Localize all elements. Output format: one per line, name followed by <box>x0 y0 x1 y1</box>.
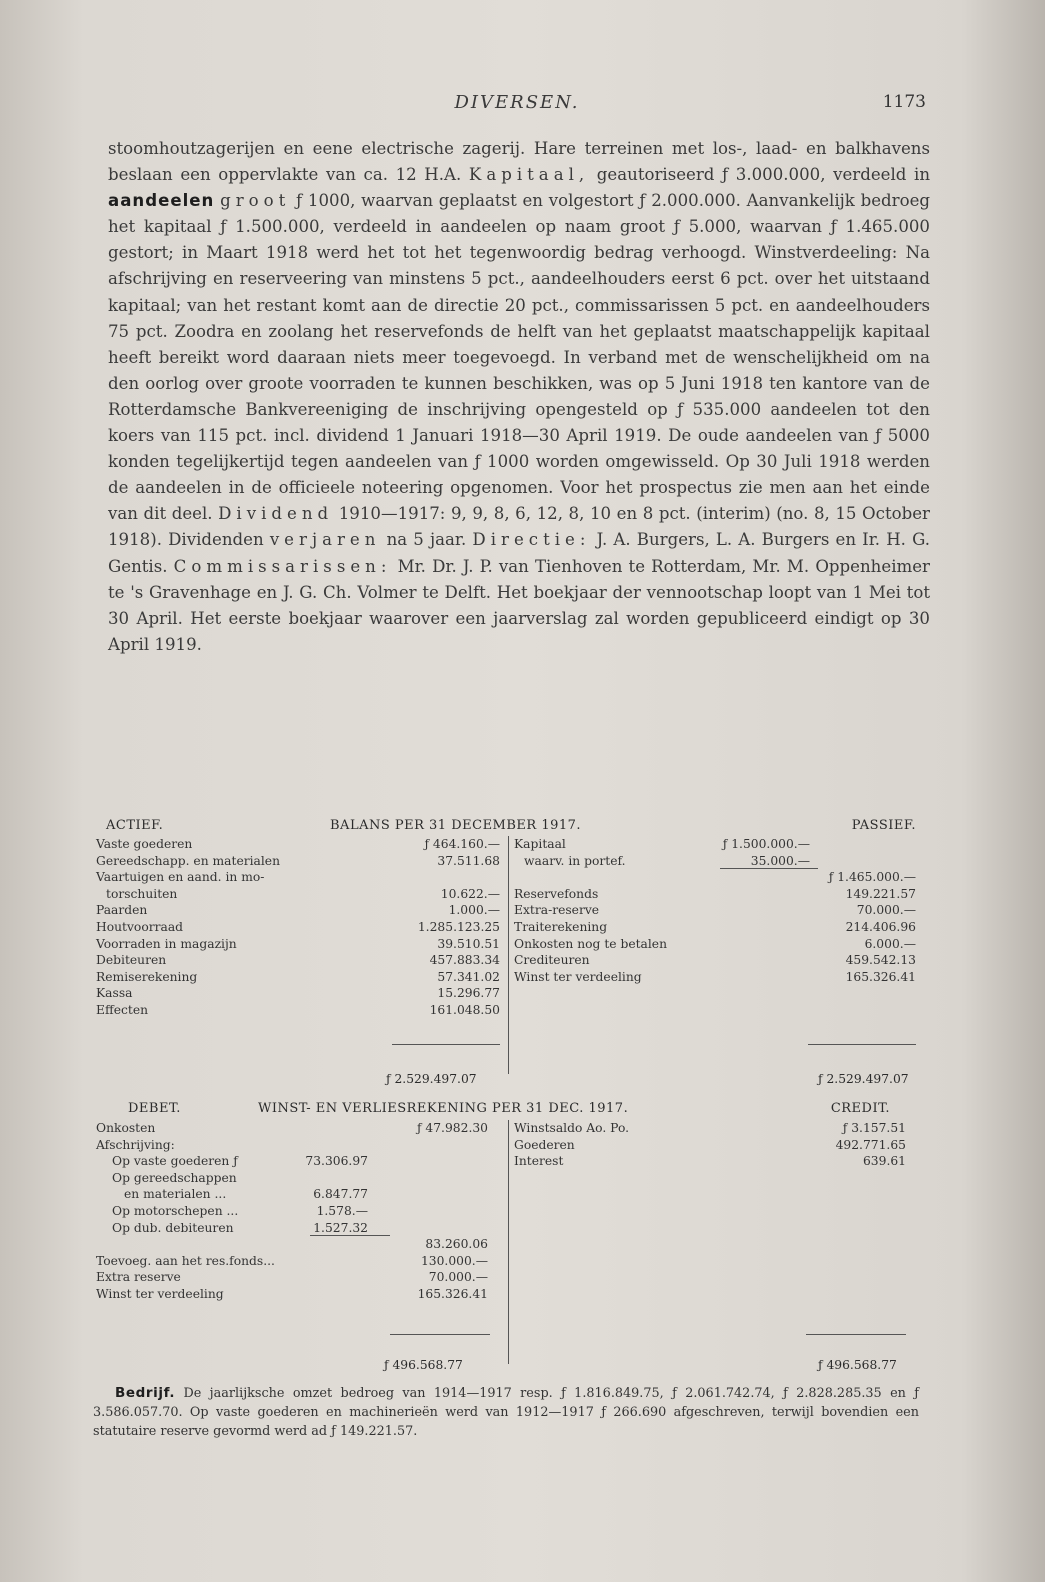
company-description <box>108 136 930 658</box>
text-segment: 1910—1917: 9, 9, 8, 6, 12, 8, 10 en 8 pct. (interim) (no. 8, 15 October 1918). Dividenden <box>108 504 930 550</box>
passief-total: ƒ 2.529.497.07 <box>818 1072 909 1086</box>
page-header <box>108 92 926 122</box>
page-number: 1173 <box>882 92 926 112</box>
debet-heading: DEBET. <box>128 1101 181 1116</box>
debet-total: ƒ 496.568.77 <box>384 1358 463 1372</box>
subtotal-rule <box>310 1235 390 1236</box>
total-rule <box>806 1334 906 1335</box>
passief-heading: PASSIEF. <box>851 818 916 833</box>
passief-column <box>514 836 916 985</box>
directie-heading: Directie: <box>472 530 591 550</box>
bedrijf-note <box>93 1384 919 1441</box>
table-row: Extra reserve 70.000.— <box>96 1270 488 1285</box>
table-row: Toevoeg. aan het res.fonds... 130.000.— <box>96 1253 488 1268</box>
pl-header <box>96 1101 918 1119</box>
table-row: Op vaste goederen ƒ 73.306.97 <box>112 1154 368 1169</box>
table-row: Effecten 161.048.50 <box>96 1002 500 1017</box>
debet-column <box>96 1120 488 1303</box>
table-row: waarv. in portef. 35.000.— <box>524 853 810 868</box>
text-segment: stoomhoutzagerijen en eene electrische zagerij. Hare terreinen met los-, laad- en balkhavens beslaan een oppervlakte van ca. 12 H.A. <box>108 139 930 185</box>
verjaren-word: verjaren <box>269 530 381 550</box>
bedrijf-text: De jaarlijksche omzet bedroeg van 1914—1917 resp. ƒ 1.816.849.75, ƒ 2.061.742.74, ƒ 2.828.285.35 en ƒ 3.586.057.70. Op vaste goederen en machinerieën werd van 1912—1917 ƒ 266.690 afgeschreven, terwijl bovendien een statutaire reserve gevormd werd ad ƒ 149.221.57. <box>93 1386 919 1439</box>
table-row: Crediteuren 459.542.13 <box>514 953 916 968</box>
balance-sheet-title: BALANS PER 31 DECEMBER 1917. <box>330 818 582 833</box>
table-row: Goederen 492.771.65 <box>514 1137 906 1152</box>
aandeelen-heading: aandeelen <box>108 191 215 211</box>
table-row: torschuiten 10.622.— <box>106 886 500 901</box>
table-row: Winst ter verdeeling 165.326.41 <box>514 969 916 984</box>
table-row: en materialen ... 6.847.77 <box>124 1187 368 1202</box>
table-row: Winst ter verdeeling 165.326.41 <box>96 1286 488 1301</box>
bedrijf-heading: Bedrijf. <box>115 1385 176 1401</box>
table-row: Op dub. debiteuren 1.527.32 <box>112 1220 368 1235</box>
text-segment: J. A. Burgers, L. A. Burgers en Ir. H. G. Gentis. <box>108 530 931 576</box>
table-row: Houtvoorraad 1.285.123.25 <box>96 919 500 934</box>
table-row: Interest 639.61 <box>514 1154 906 1169</box>
balance-sheet-header <box>96 818 918 836</box>
text-segment: geautoriseerd ƒ 3.000.000, verdeeld in <box>596 165 931 185</box>
credit-column <box>514 1120 906 1170</box>
table-row: Op gereedschappen <box>112 1170 237 1185</box>
table-row: Debiteuren 457.883.34 <box>96 953 500 968</box>
table-row: ƒ 1.465.000.— <box>828 870 916 885</box>
table-row: Onkosten nog te betalen 6.000.— <box>514 936 916 951</box>
table-row: Vaste goederen ƒ 464.160.— <box>96 837 500 851</box>
table-row: Reservefonds 149.221.57 <box>514 886 916 901</box>
actief-heading: ACTIEF. <box>106 818 164 833</box>
pl-title: WINST- EN VERLIESREKENING PER 31 DEC. 1917. <box>258 1101 629 1116</box>
text-segment: Mr. Dr. J. P. van Tienhoven te Rotterdam, Mr. M. Oppenheimer te 's Gravenhage en J. G. Ch. Volmer te Delft. Het boekjaar der vennootschap loopt van 1 Mei tot 30 April. Het eerste boekjaar waarover een jaarverslag zal worden gepubliceerd eindigt op 30 April 1919. <box>108 556 930 654</box>
text-segment: na 5 jaar. <box>386 530 467 550</box>
table-row: Vaartuigen en aand. in mo- <box>96 870 265 885</box>
table-row: Remiserekening 57.341.02 <box>96 969 500 984</box>
groot-word: groot <box>220 191 291 211</box>
table-row: Traiterekening 214.406.96 <box>514 919 916 934</box>
dividend-heading: Dividend <box>218 504 334 524</box>
commissarissen-heading: Commissarissen: <box>173 556 392 576</box>
table-row: Kapitaal ƒ 1.500.000.— <box>514 837 810 851</box>
table-row: Gereedschapp. en materialen 37.511.68 <box>96 853 500 868</box>
pl-divider <box>508 1120 509 1364</box>
actief-total: ƒ 2.529.497.07 <box>386 1072 477 1086</box>
table-row: Extra-reserve 70.000.— <box>514 903 916 918</box>
table-row: Winstsaldo Ao. Po. ƒ 3.157.51 <box>514 1121 906 1135</box>
text-segment: ƒ 1000, waarvan geplaatst en volgestort ƒ 2.000.000. Aanvankelijk bedroeg het kapitaal ƒ 1.500.000, verdeeld in aandeelen op naam groot ƒ 5.000, waarvan ƒ 1.465.000 gestort; in Maart 1918 werd het tot het tegenwoordig bedrag verhoogd. Winstverdeeling: Na afschrijving en reserveering van minstens 5 pct., aandeelhouders eerst 6 pct. over het uitstaand kapitaal; van het restant komt aan de directie 20 pct., commissarissen 5 pct. en aandeelhouders 75 pct. Zoodra en zoolang het reservefonds de helft van het geplaatst maatschappelijk kapitaal heeft bereikt word daaraan niets meer toegevoegd. In verband met de wenschelijkheid om na den oorlog over groote voorraden te kunnen beschikken, was op 5 Juni 1918 ten kantore van de Rotterdamsche Bankvereeniging de inschrijving opengesteld op ƒ 535.000 aandeelen tot den koers van 115 pct. incl. dividend 1 Januari 1918—30 April 1919. De oude aandeelen van ƒ 5000 konden tegelijkertijd tegen aandeelen van ƒ 1000 worden omgewisseld. Op 30 Juli 1918 werden de aandeelen in de officieele noteering opgenomen. Voor het prospectus zie men aan het einde van dit deel. <box>108 191 931 524</box>
total-rule <box>808 1044 916 1045</box>
table-row: Voorraden in magazijn 39.510.51 <box>96 936 500 951</box>
table-row: 83.260.06 <box>425 1237 488 1252</box>
table-row: Op motorschepen ... 1.578.— <box>112 1203 368 1218</box>
table-row: Paarden 1.000.— <box>96 903 500 918</box>
credit-total: ƒ 496.568.77 <box>818 1358 897 1372</box>
total-rule <box>390 1334 490 1335</box>
table-row: Kassa 15.296.77 <box>96 986 500 1001</box>
running-head: DIVERSEN. <box>454 92 580 113</box>
balance-divider <box>508 836 509 1074</box>
table-row: Onkosten ƒ 47.982.30 <box>96 1121 488 1135</box>
total-rule <box>392 1044 500 1045</box>
credit-heading: CREDIT. <box>830 1101 890 1116</box>
table-row: Afschrijving: <box>96 1137 175 1152</box>
kapitaal-heading: Kapitaal, <box>468 165 590 185</box>
actief-column <box>96 836 500 1019</box>
subtotal-rule <box>720 868 818 869</box>
